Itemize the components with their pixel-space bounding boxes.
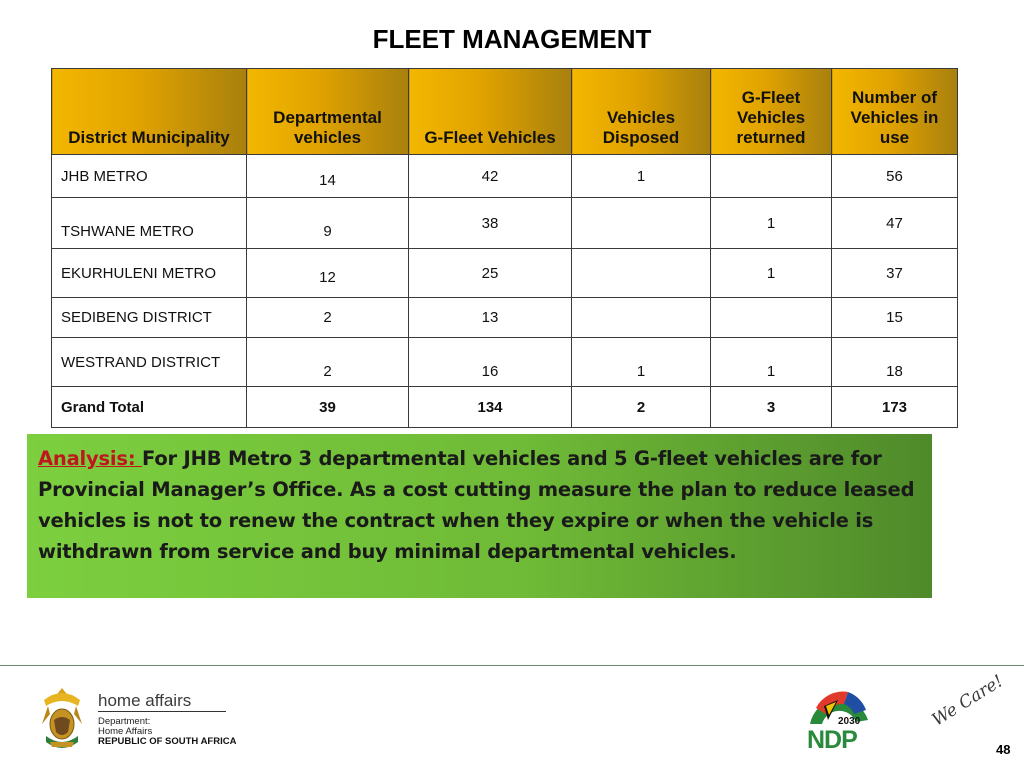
disposed-cell (572, 298, 711, 338)
in-use-cell: 18 (832, 338, 958, 387)
table-row (52, 155, 958, 198)
analysis-box (27, 434, 932, 598)
fleet-table (51, 68, 958, 428)
departmental-cell (247, 249, 409, 298)
returned-cell (711, 155, 832, 198)
disposed-cell: 1 (572, 338, 711, 387)
table-row (52, 298, 958, 338)
gfleet-cell: 134 (409, 387, 572, 428)
departmental-cell: 2 (247, 338, 409, 387)
district-cell: EKURHULENI METRO (52, 249, 247, 298)
logo-title: home affairs (98, 691, 192, 710)
returned-cell: 1 (711, 198, 832, 249)
in-use-cell: 37 (832, 249, 958, 298)
ndp-text: NDP (807, 726, 857, 754)
header-departmental: Departmental vehicles (247, 69, 409, 155)
header-district: District Municipality (52, 69, 247, 155)
logo-line-2: Home Affairs (98, 726, 153, 737)
logo-rule (98, 711, 226, 712)
departmental-value: 9 (323, 222, 332, 240)
logo-line-3: REPUBLIC OF SOUTH AFRICA (98, 736, 237, 747)
returned-cell: 1 (711, 338, 832, 387)
grand-total-row (52, 387, 958, 428)
header-disposed: Vehicles Disposed (572, 69, 711, 155)
district-label: TSHWANE METRO (61, 222, 194, 240)
page-number: 48 (996, 742, 1011, 757)
disposed-cell (572, 198, 711, 249)
header-returned: G-Fleet Vehicles returned (711, 69, 832, 155)
table-row (52, 249, 958, 298)
district-cell: WESTRAND DISTRICT (52, 338, 247, 387)
disposed-cell: 2 (572, 387, 711, 428)
district-cell: SEDIBENG DISTRICT (52, 298, 247, 338)
departmental-value: 12 (319, 268, 336, 286)
gfleet-cell: 38 (409, 198, 572, 249)
returned-cell: 1 (711, 249, 832, 298)
departmental-value: 14 (319, 171, 336, 189)
table-row (52, 338, 958, 387)
header-gfleet: G-Fleet Vehicles (409, 69, 572, 155)
header-in-use: Number of Vehicles in use (832, 69, 958, 155)
footer-divider (0, 665, 1024, 666)
table-row (52, 198, 958, 249)
gfleet-cell: 13 (409, 298, 572, 338)
gfleet-cell: 42 (409, 155, 572, 198)
logo-line-1: Department: (98, 716, 151, 727)
in-use-cell: 15 (832, 298, 958, 338)
coat-of-arms-icon (34, 684, 90, 756)
in-use-cell: 56 (832, 155, 958, 198)
table-header-row (52, 69, 958, 155)
disposed-cell (572, 249, 711, 298)
departmental-cell: 39 (247, 387, 409, 428)
district-cell (52, 198, 247, 249)
departmental-cell (247, 198, 409, 249)
returned-cell (711, 298, 832, 338)
district-cell: JHB METRO (52, 155, 247, 198)
slide-title: FLEET MANAGEMENT (372, 24, 652, 54)
analysis-label: Analysis: (38, 447, 143, 470)
district-cell: Grand Total (52, 387, 247, 428)
slogan-text: We Care! (928, 671, 1007, 731)
ndp-year: 2030 (838, 716, 861, 727)
gfleet-cell: 25 (409, 249, 572, 298)
in-use-cell: 47 (832, 198, 958, 249)
returned-cell: 3 (711, 387, 832, 428)
analysis-text: For JHB Metro 3 departmental vehicles and 5 G-fleet vehicles are for Provincial Manager’s Office. As a cost cutting measure the plan to reduce leased vehicles is not to renew the contract when they expire or when the vehicle is withdrawn from service and buy minimal departmental vehicles. (38, 447, 915, 563)
disposed-cell: 1 (572, 155, 711, 198)
departmental-cell: 2 (247, 298, 409, 338)
in-use-cell: 173 (832, 387, 958, 428)
gfleet-cell: 16 (409, 338, 572, 387)
departmental-cell (247, 155, 409, 198)
